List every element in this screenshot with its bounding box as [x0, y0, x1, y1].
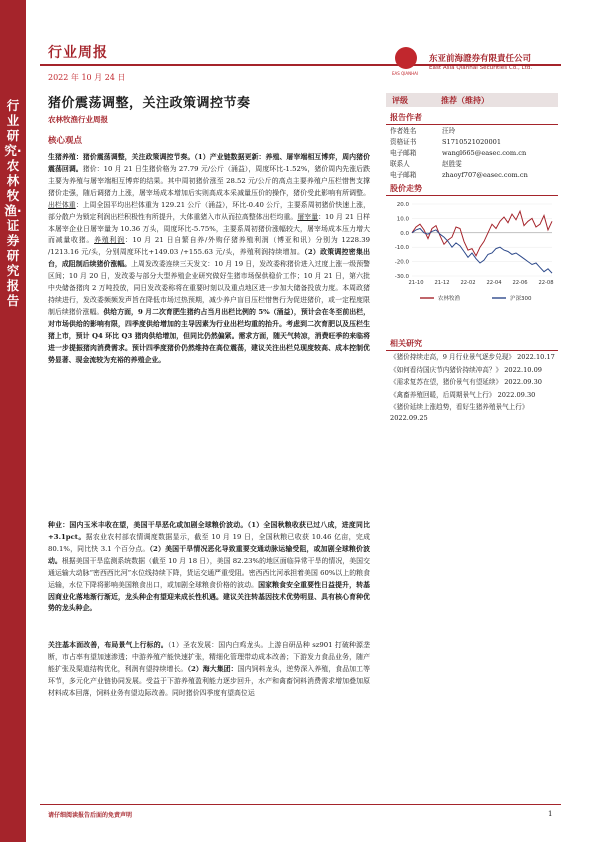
info-value: 赵胜雯	[442, 160, 462, 168]
trend-heading: 股价走势	[390, 183, 422, 193]
info-key: 电子邮箱	[390, 149, 417, 157]
company-name-en: East Asia Qianhai Securities Co., Ltd.	[429, 65, 533, 71]
hog-profit-label: 养殖利润	[94, 236, 125, 245]
analyst-heading: 报告作者	[390, 112, 422, 122]
related-item[interactable]	[390, 402, 556, 423]
info-row-cert	[390, 136, 501, 146]
targets-haida-lead: （2）海大集团：	[187, 664, 238, 673]
related-date: 2022.10.09	[504, 365, 542, 374]
x-tick-label: 22-06	[512, 280, 528, 286]
info-row-email	[390, 147, 526, 157]
related-title[interactable]: 《猪价持续走高，9 月行业景气逐步兑现》	[390, 353, 515, 361]
related-heading: 相关研究	[390, 338, 422, 348]
report-date: 2022 年 10 月 24 日	[48, 73, 126, 82]
info-key: 电子邮箱	[390, 171, 417, 179]
x-tick-label: 21-10	[408, 280, 424, 286]
related-item[interactable]	[390, 377, 556, 388]
rating-value: 推荐（维持）	[441, 95, 489, 105]
paragraph-hog-farming	[48, 152, 370, 367]
related-title[interactable]: 《需求复苏在望，猪价景气有望延续》	[390, 378, 503, 387]
hog-supply-text: 供给方面，9 月二次育肥生猪约占当月出栏比例的 5%（涌益），预计会在冬至前出栏，对市场供给的影响有限，四季度供给增加的主导因素为行业出栏均重的抬升。考虑到二次育肥以及压栏生猪上市，预计 Q4 环比 Q3 猪肉供给增加，但同比仍然偏紧。需求方面，随天气转凉，消费旺季的来临将进一步提振猪肉消费需求。	[48, 307, 371, 352]
info-value[interactable]: wangl665@easec.com.cn	[442, 149, 527, 157]
hog-weight-label: 出栏体重	[48, 200, 76, 209]
legend-label: 沪深300	[510, 296, 532, 302]
report-type-title: 行业周报	[48, 45, 108, 61]
report-subtitle: 农林牧渔行业周报	[48, 115, 108, 124]
info-key: 资格证书	[390, 138, 417, 146]
info-row-author	[390, 125, 455, 135]
related-item[interactable]	[390, 352, 556, 363]
y-tick-label: -10.0	[394, 245, 409, 252]
info-value[interactable]: zhaoyf707@easec.com.cn	[442, 171, 528, 179]
hog-profit-text: ：10 月 21 日自繁自养/外购仔猪养殖利润（博亚和讯）分别为 1228.39 /1213.16 元/头，分别周度环比+149.03 /+155.63 元/头，养殖利润持续增加。	[48, 236, 371, 257]
info-key: 联系人	[390, 160, 410, 168]
company-name-cn: 东亚前海證券有限責任公司	[429, 54, 532, 64]
related-item[interactable]	[390, 390, 556, 401]
info-value: 汪玲	[442, 127, 456, 135]
targets-lead: 关注基本面改善，布局景气上行标的。	[48, 641, 168, 649]
targets-haida-text: 国内饲料龙头，逆势深入养殖，食品加工等环节，多元化产业链协同发展。受益于下游养殖盈利能力逐步回升，水产和禽畜饲料消费需求增加叠加原材料成本回落，饲料业务有望边际改善。同时猪价四季度有望高位运	[48, 664, 370, 697]
hog-lead: 生猪养殖：猪价震荡调整，关注政策调控节奏。（1）产业链数据更新：养殖、屠宰端相互博弈，周内猪价震荡回调。	[48, 153, 370, 173]
seed-lead: 种业：国内玉米丰收在望，美国干旱恶化或加剧全球粮价波动。（1）全国秋粮收获已过八成，进度同比+3.1pct。	[48, 521, 370, 541]
x-tick-label: 22-04	[486, 280, 502, 286]
y-tick-label: -30.0	[394, 274, 409, 280]
company-logo-icon	[395, 47, 417, 69]
targets-shengnong-text: （1）圣农发展：国内白鸡龙头。上游自研品种 sz901 打破种源垄断，市占率有望加速渗透；中游养殖产能快速扩张，精细化管理带动成本改善；下游发力食品业务，随产能扩张及渠道结构优化，利润有望持续增长。	[48, 641, 370, 673]
related-title[interactable]: 《猪价延续上涨趋势，看好生猪养殖景气上行》	[390, 403, 529, 412]
related-date: 2022.09.30	[497, 390, 536, 399]
related-list	[390, 352, 556, 426]
series-line	[412, 229, 552, 274]
y-tick-label: 20.0	[396, 202, 409, 208]
report-title: 猪价震荡调整，关注政策调控节奏	[48, 96, 251, 111]
sidebar-label: 行业研究·农林牧渔·证券研究报告	[4, 98, 22, 308]
page-number: 1	[548, 810, 553, 818]
x-tick-label: 22-02	[460, 280, 476, 286]
related-date: 2022.09.25	[390, 413, 428, 422]
hog-weight-text: ：上周全国平均出栏体重为 129.21 公斤（涌益），环比-0.40 公斤，主要系周初猪价快速上涨，部分散户为锁定利润出栏积极性有所提升，大体重猪入市从而拉高整体出栏均重。	[48, 200, 370, 221]
seed-harvest-text: 据农业农村部农情调度数据显示，截至 10 月 19 日，全国秋粮已收获 10.46 亿亩，完成 80.1%，同比快 3.1 个百分点。	[48, 532, 370, 553]
series-line	[412, 211, 552, 256]
core-views-heading: 核心观点	[48, 136, 83, 146]
footer-disclaimer[interactable]: 请仔细阅读报告后面的免责声明	[48, 812, 133, 819]
x-tick-label: 22-08	[538, 280, 554, 286]
info-row-contact	[390, 158, 462, 168]
hog-outlook-text: 预计四季度猪价仍然维持在高位震荡，建议关注出栏兑现度较高、成本控制优势显著、现金流较为充裕的养殖企业。	[48, 343, 370, 364]
price-trend-chart	[386, 196, 558, 308]
sidebar-band	[0, 0, 26, 842]
hog-slaughter-label: 屠宰量	[297, 212, 319, 221]
info-row-contact-email	[390, 169, 528, 179]
paragraph-seed-industry	[48, 520, 370, 615]
y-tick-label: -20.0	[394, 259, 409, 266]
hog-policy-lead: （2）政策调控密集出台，成阻制后续猪价涨幅。	[48, 248, 371, 269]
hog-slaughter-text: ：10 月 21 日样本屠宰企业日屠宰量为 10.36 万头，周度环比-5.75%，主要系周初猪价涨幅较大，屠宰场成本压力增大而减量收猪。	[48, 212, 371, 245]
paragraph-targets	[48, 640, 370, 700]
y-tick-label: 0.0	[400, 230, 409, 237]
hog-policy-text: 上周发改委连续三天发文：10 月 19 日，发改委称猪价进入过度上涨一级预警区间；10 月 20 日，发改委与部分大型养殖企业研究做好生猪市场保供稳价工作；10 月 21 日，第六批中央储备猪肉 2 万吨投放，同日发改委称将在重要时刻以及重点地区进一步加大储备投放力度。本周政猪持续进行，发改委频频发声旨在降低市场过热预期，减少养户盲目压栏惜售行为促进猪价，或一定程度限制后续猪价涨幅。	[48, 260, 371, 316]
seed-drought-text: 根据美国干旱监测系统数据（截至 10 月 18 日），美国 82.23%的地区面临异常干旱的情况，美国交通运输大动脉“密西西比河”水位线持续下降，货运交通严重受阻。密西西比河承担着美国 60%以上的粮食运输，水位下降将影响美国粮食出口，或加剧全球粮食价格的波动。	[48, 556, 371, 589]
related-date: 2022.10.17	[517, 353, 555, 361]
related-title[interactable]: 《如何看待国庆节内猪价持续冲高？》	[390, 365, 503, 374]
x-tick-label: 21-12	[434, 280, 450, 286]
related-item[interactable]	[390, 365, 556, 376]
seed-outlook-text: 国家粮食安全重要性日益提升，转基因商业化落地渐行渐近，龙头种企有望迎来成长性机遇。建议关注转基因技术优势明显、具有核心育种优势的龙头种企。	[48, 580, 371, 613]
related-divider	[386, 350, 558, 351]
logo-caption: EAS QIANHAI	[392, 71, 419, 76]
legend-label: 农林牧渔	[438, 296, 461, 302]
info-value: S1710521020001	[442, 138, 502, 146]
y-tick-label: 10.0	[396, 216, 409, 223]
hog-price-text: 猪价：10 月 21 日生猪价格为 27.79 元/公斤（涌益），周度环比-1.52%，猪价周内先涨后跌主要为养殖与屠宰端相互博弈的结果。其中周初猪价涨至 28.52 元/公斤的高点主要养殖户压栏惜售支撑猪价走强，随后调猪力上涨，屠宰场成本增加后实则高成本采减量压价的操作，猪价受此影响有所调整。	[48, 164, 370, 197]
related-date: 2022.09.30	[504, 378, 542, 387]
related-title[interactable]: 《禽畜养殖回暖，后周期景气上行》	[390, 390, 496, 399]
rating-label: 评级	[392, 95, 408, 105]
seed-drought-lead: （2）美国干旱情况恶化导致重要交通动脉运输受阻，或加剧全球粮价波动。	[48, 544, 370, 565]
footer-divider	[40, 804, 561, 805]
info-key: 作者姓名	[390, 127, 417, 135]
